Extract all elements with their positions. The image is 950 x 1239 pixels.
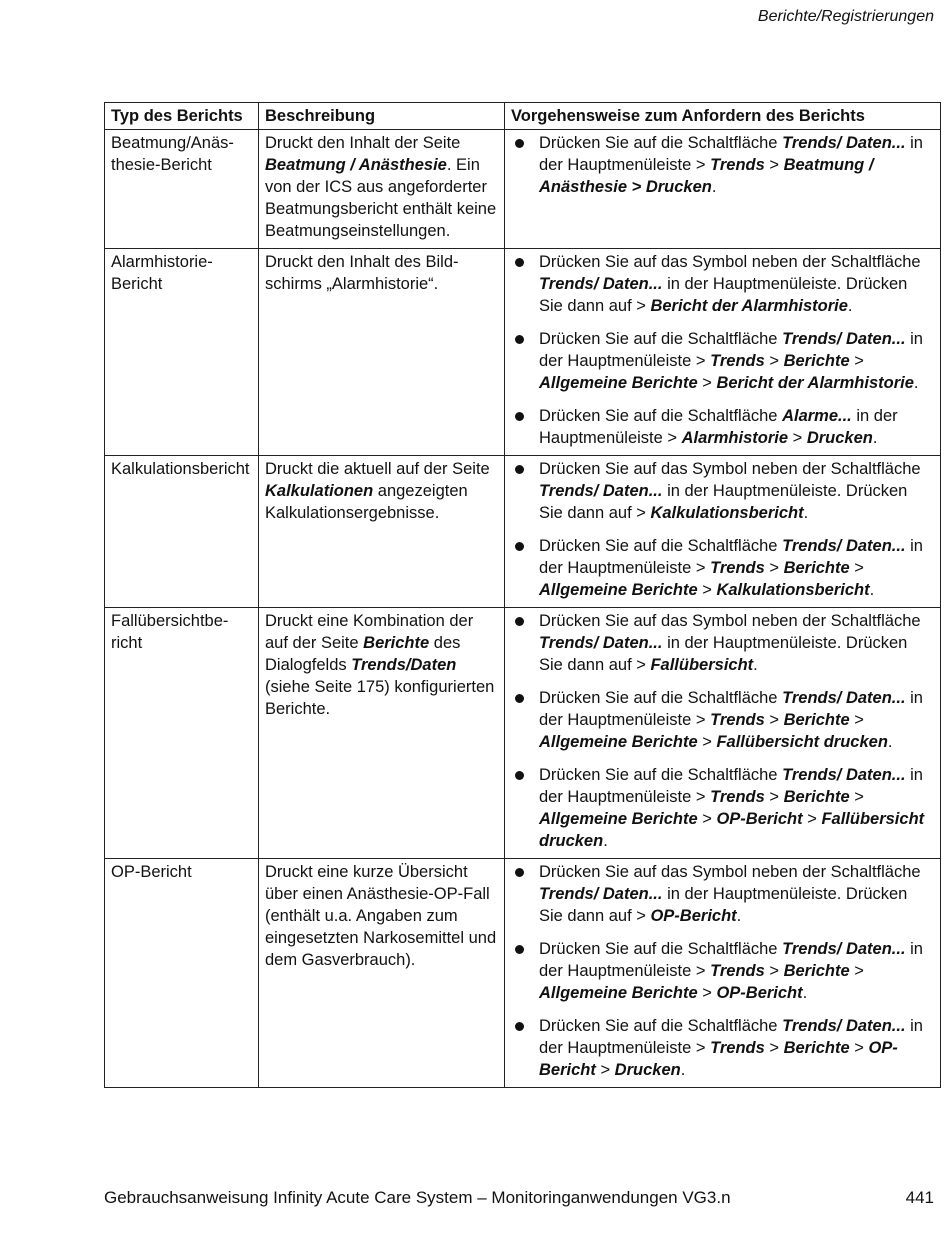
- report-procedure-cell: [505, 456, 941, 608]
- report-procedure-cell: [505, 608, 941, 859]
- footer-title: Gebrauchsanweisung Infinity Acute Care System – Monitoringanwendungen VG3.n: [104, 1188, 731, 1207]
- procedure-list: [511, 610, 934, 852]
- report-type-cell: OP-Bericht: [105, 859, 259, 1088]
- procedure-step: Drücken Sie auf das Symbol neben der Schaltfläche Trends/ Daten... in der Hauptmenüleiste. Drücken Sie dann auf > OP-Bericht.: [511, 861, 934, 927]
- procedure-step: Drücken Sie auf die Schaltfläche Trends/ Daten... in der Hauptmenüleiste > Trends > Berichte > Allgemeine Berichte > Fallübersicht drucken.: [511, 687, 934, 753]
- table-body: [105, 130, 941, 1088]
- table-row: [105, 456, 941, 608]
- procedure-list: [511, 251, 934, 449]
- procedure-step: Drücken Sie auf das Symbol neben der Schaltfläche Trends/ Daten... in der Hauptmenüleiste. Drücken Sie dann auf > Bericht der Alarmhistorie.: [511, 251, 934, 317]
- procedure-step: Drücken Sie auf die Schaltfläche Alarme... in der Hauptmenüleiste > Alarmhistorie > Drucken.: [511, 405, 934, 449]
- page-number: 441: [905, 1188, 934, 1207]
- column-header-procedure: Vorgehensweise zum Anfordern des Berichts: [505, 103, 941, 130]
- table-row: [105, 249, 941, 456]
- report-type-cell: Fallübersichtbericht: [105, 608, 259, 859]
- report-description-cell: Druckt eine Kombination der auf der Seite Berichte des Dialogfelds Trends/Daten (siehe Seite 175) konfigurierten Berichte.: [259, 608, 505, 859]
- report-procedure-cell: [505, 130, 941, 249]
- procedure-step: Drücken Sie auf die Schaltfläche Trends/ Daten... in der Hauptmenüleiste > Trends > Berichte > OP-Bericht > Drucken.: [511, 1015, 934, 1081]
- report-description-cell: Druckt eine kurze Übersicht über einen Anästhesie-OP-Fall (enthält u.a. Angaben zum eingesetzten Narkosemittel und dem Gasverbrauch).: [259, 859, 505, 1088]
- report-type-cell: Kalkulationsbericht: [105, 456, 259, 608]
- procedure-step: Drücken Sie auf die Schaltfläche Trends/ Daten... in der Hauptmenüleiste > Trends > Berichte > Allgemeine Berichte > Kalkulationsbericht.: [511, 535, 934, 601]
- column-header-description: Beschreibung: [259, 103, 505, 130]
- procedure-step: Drücken Sie auf die Schaltfläche Trends/ Daten... in der Hauptmenüleiste > Trends > Berichte > Allgemeine Berichte > Bericht der Alarmhistorie.: [511, 328, 934, 394]
- report-description-cell: Druckt den Inhalt der Seite Beatmung / Anästhesie. Ein von der ICS aus angeforderter Beatmungsbericht enthält keine Beatmungseinstellungen.: [259, 130, 505, 249]
- column-header-type: Typ des Berichts: [105, 103, 259, 130]
- report-type-cell: Alarmhistorie-Bericht: [105, 249, 259, 456]
- report-description-cell: Druckt die aktuell auf der Seite Kalkulationen angezeigten Kalkulationsergebnisse.: [259, 456, 505, 608]
- procedure-step: Drücken Sie auf die Schaltfläche Trends/ Daten... in der Hauptmenüleiste > Trends > Berichte > Allgemeine Berichte > OP-Bericht > Fallübersicht drucken.: [511, 764, 934, 852]
- procedure-step: Drücken Sie auf das Symbol neben der Schaltfläche Trends/ Daten... in der Hauptmenüleiste. Drücken Sie dann auf > Fallübersicht.: [511, 610, 934, 676]
- procedure-list: [511, 458, 934, 601]
- report-table: [104, 102, 941, 1088]
- procedure-list: [511, 132, 934, 198]
- procedure-step: Drücken Sie auf die Schaltfläche Trends/ Daten... in der Hauptmenüleiste > Trends > Beatmung / Anästhesie > Drucken.: [511, 132, 934, 198]
- report-type-cell: Beatmung/Anästhesie-Bericht: [105, 130, 259, 249]
- report-procedure-cell: [505, 249, 941, 456]
- running-header: Berichte/Registrierungen: [757, 8, 934, 25]
- report-procedure-cell: [505, 859, 941, 1088]
- procedure-step: Drücken Sie auf das Symbol neben der Schaltfläche Trends/ Daten... in der Hauptmenüleiste. Drücken Sie dann auf > Kalkulationsbericht.: [511, 458, 934, 524]
- report-description-cell: Druckt den Inhalt des Bildschirms „Alarmhistorie“.: [259, 249, 505, 456]
- table-header-row: [105, 103, 941, 130]
- procedure-step: Drücken Sie auf die Schaltfläche Trends/ Daten... in der Hauptmenüleiste > Trends > Berichte > Allgemeine Berichte > OP-Bericht.: [511, 938, 934, 1004]
- procedure-list: [511, 861, 934, 1081]
- table-row: [105, 859, 941, 1088]
- table-row: [105, 130, 941, 249]
- table-row: [105, 608, 941, 859]
